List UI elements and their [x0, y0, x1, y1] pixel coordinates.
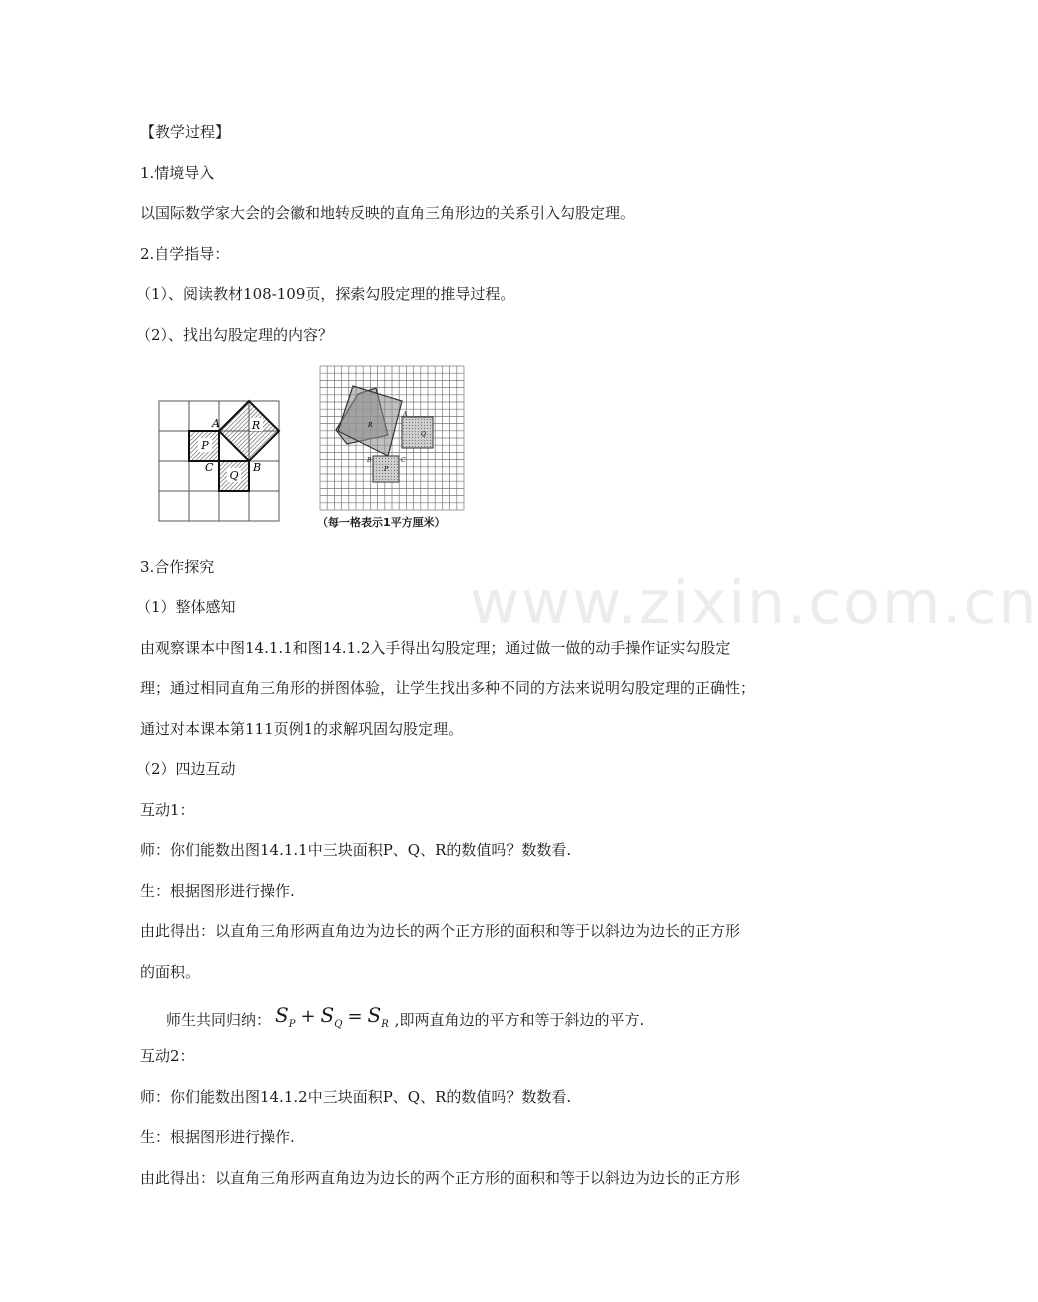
interaction-2-title: 互动2： — [140, 1047, 195, 1065]
section-3-para-line-3: 通过对本课本第111页例1的求解巩固勾股定理。 — [140, 720, 464, 738]
svg-text:R: R — [368, 422, 373, 429]
interaction-2-teacher: 师：你们能数出图14.1.2中三块面积P、Q、R的数值吗？数数看. — [140, 1088, 572, 1106]
watermark: www.zixin.com.cn — [470, 568, 1038, 638]
svg-text:C: C — [401, 457, 406, 464]
svg-text:P: P — [384, 466, 389, 473]
section-3-title: 3.合作探究 — [140, 558, 215, 576]
section-2-item-2: （2）、找出勾股定理的内容？ — [136, 326, 334, 344]
square-r — [219, 401, 279, 461]
section-1-title: 1.情境导入 — [140, 164, 215, 182]
section-2-title: 2.自学指导： — [140, 245, 230, 263]
summary-suffix: ,即两直角边的平方和等于斜边的平方. — [394, 1011, 645, 1029]
svg-text:B: B — [367, 457, 372, 464]
interaction-1-title: 互动1： — [140, 801, 195, 819]
interaction-1-conclusion-line-1: 由此得出：以直角三角形两直角边为边长的两个正方形的面积和等于以斜边为边长的正方形 — [140, 922, 741, 940]
label-a: A — [212, 417, 220, 430]
pythagoras-formula: $S_P$ + $S_Q$ = $S_R$ — [275, 1003, 389, 1030]
interaction-2-conclusion-line-1: 由此得出：以直角三角形两直角边为边长的两个正方形的面积和等于以斜边为边长的正方形 — [140, 1169, 741, 1187]
summary-line — [166, 1003, 644, 1037]
figure-14-1-1 — [156, 398, 284, 522]
label-c: C — [205, 461, 214, 474]
section-2-item-1: （1）、阅读教材108-109页，探索勾股定理的推导过程。 — [136, 285, 516, 303]
section-3-item-2: （2）四边互动 — [136, 760, 236, 778]
figure-14-1-2 — [318, 364, 466, 512]
section-heading: 【教学过程】 — [140, 123, 231, 141]
summary-prefix: 师生共同归纳： — [166, 1011, 272, 1029]
svg-text:Q: Q — [421, 431, 426, 438]
interaction-1-conclusion-line-2: 的面积。 — [140, 963, 201, 981]
section-3-para-line-2: 理；通过相同直角三角形的拼图体验，让学生找出多种不同的方法来说明勾股定理的正确性； — [140, 679, 756, 697]
interaction-1-student: 生：根据图形进行操作. — [140, 882, 295, 900]
label-q: Q — [229, 469, 239, 482]
label-b: B — [253, 461, 262, 474]
square-q-right — [402, 417, 433, 448]
interaction-2-student: 生：根据图形进行操作. — [140, 1128, 295, 1146]
section-1-text: 以国际数学家大会的会徽和地转反映的直角三角形边的关系引入勾股定理。 — [140, 204, 636, 222]
label-r: R — [251, 419, 261, 432]
section-3-item-1: （1）整体感知 — [136, 598, 236, 616]
svg-text:A: A — [403, 411, 408, 418]
interaction-1-teacher: 师：你们能数出图14.1.1中三块面积P、Q、R的数值吗？数数看. — [140, 841, 572, 859]
section-3-para-line-1: 由观察课本中图14.1.1和图14.1.2入手得出勾股定理；通过做一做的动手操作证实勾股定 — [140, 639, 731, 657]
figure-2-caption: （每一格表示1平方厘米） — [317, 516, 446, 529]
label-p: P — [201, 439, 209, 452]
